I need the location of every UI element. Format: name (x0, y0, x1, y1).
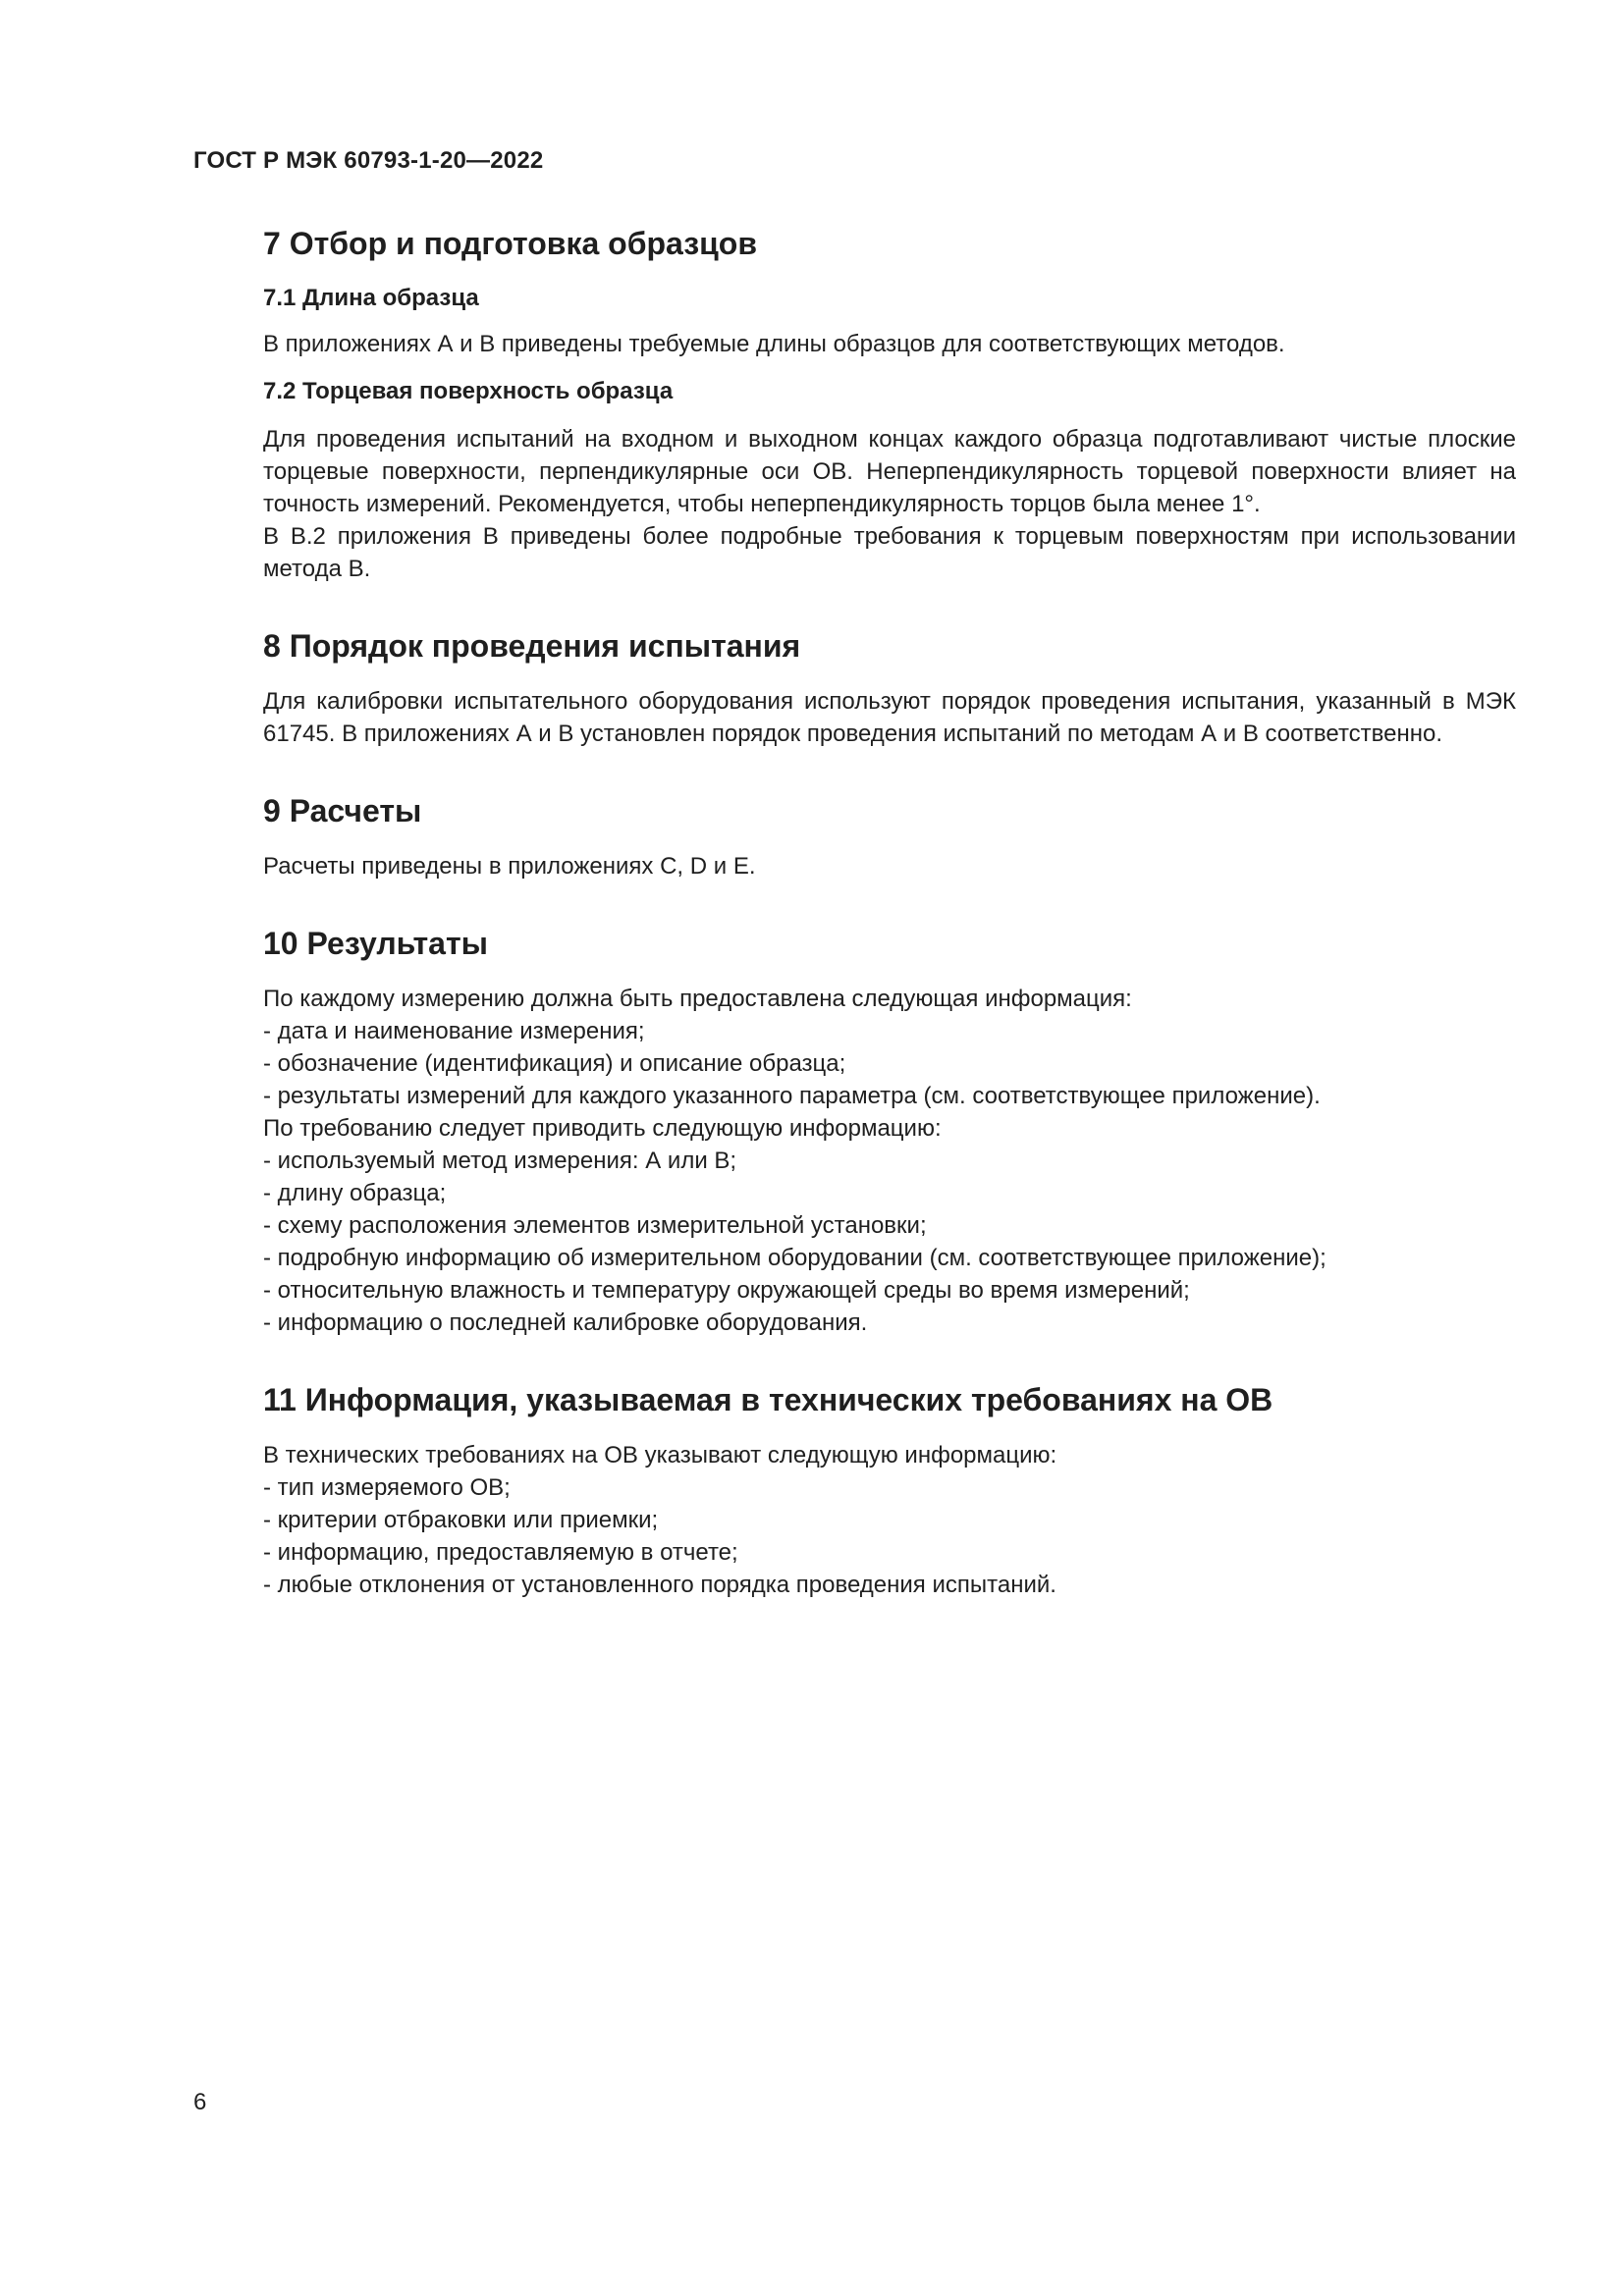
page-number: 6 (193, 2089, 207, 2115)
section-9-heading: 9 Расчеты (263, 793, 422, 828)
section-11-heading: 11 Информация, указываемая в технических требованиях на ОВ (263, 1382, 1273, 1417)
list-item: - длину образца; (263, 1180, 447, 1206)
list-item: - относительную влажность и температуру окружающей среды во время измерений; (263, 1277, 1190, 1304)
section-9-text: Расчеты приведены в приложениях С, D и E. (263, 853, 756, 880)
list-item: - информацию о последней калибровке оборудования. (263, 1309, 868, 1336)
subsection-7-1-text: В приложениях А и В приведены требуемые длины образцов для соответствующих методов. (263, 331, 1285, 357)
document-header: ГОСТ Р МЭК 60793-1-20—2022 (193, 147, 544, 174)
list-item: - критерии отбраковки или приемки; (263, 1507, 659, 1533)
list-item: - подробную информацию об измерительном оборудовании (см. соответствующее приложение); (263, 1245, 1326, 1271)
list-item: По каждому измерению должна быть предоставлена следующая информация: (263, 986, 1132, 1012)
list-item: - дата и наименование измерения; (263, 1018, 645, 1044)
subsection-7-2-heading: 7.2 Торцевая поверхность образца (263, 378, 674, 404)
list-item: - информацию, предоставляемую в отчете; (263, 1539, 738, 1566)
subsection-7-2-paragraph-1: Для проведения испытаний на входном и выходном концах каждого образца подготавливают чистые плоские торцевые поверхности, перпендикулярные оси ОВ. Неперпендикулярность торцевой поверхности влияет на точность измерений. Рекомендуется, чтобы неперпендикулярность торцов была менее 1°. (263, 426, 1516, 517)
list-item: - любые отклонения от установленного порядка проведения испытаний. (263, 1572, 1056, 1598)
section-7-heading: 7 Отбор и подготовка образцов (263, 226, 757, 261)
document-body (263, 218, 1516, 1601)
list-item: По требованию следует приводить следующую информацию: (263, 1115, 942, 1142)
list-item: - результаты измерений для каждого указанного параметра (см. соответствующее приложение). (263, 1083, 1321, 1109)
subsection-7-2-paragraph-2: В В.2 приложения В приведены более подробные требования к торцевым поверхностям при использовании метода В. (263, 523, 1516, 582)
subsection-7-1-heading: 7.1 Длина образца (263, 285, 479, 311)
list-item: В технических требованиях на ОВ указывают следующую информацию: (263, 1442, 1057, 1468)
list-item: - тип измеряемого ОВ; (263, 1474, 511, 1501)
section-10-heading: 10 Результаты (263, 926, 488, 961)
list-item: - обозначение (идентификация) и описание образца; (263, 1050, 846, 1077)
section-10-list (263, 983, 1516, 1339)
section-8-text: Для калибровки испытательного оборудования используют порядок проведения испытания, указанный в МЭК 61745. В приложениях А и В установлен порядок проведения испытаний по методам А и В соответственно. (263, 688, 1516, 747)
list-item: - используемый метод измерения: А или В; (263, 1148, 737, 1174)
list-item: - схему расположения элементов измерительной установки; (263, 1212, 927, 1239)
section-8-heading: 8 Порядок проведения испытания (263, 628, 801, 664)
section-11-list (263, 1439, 1516, 1601)
